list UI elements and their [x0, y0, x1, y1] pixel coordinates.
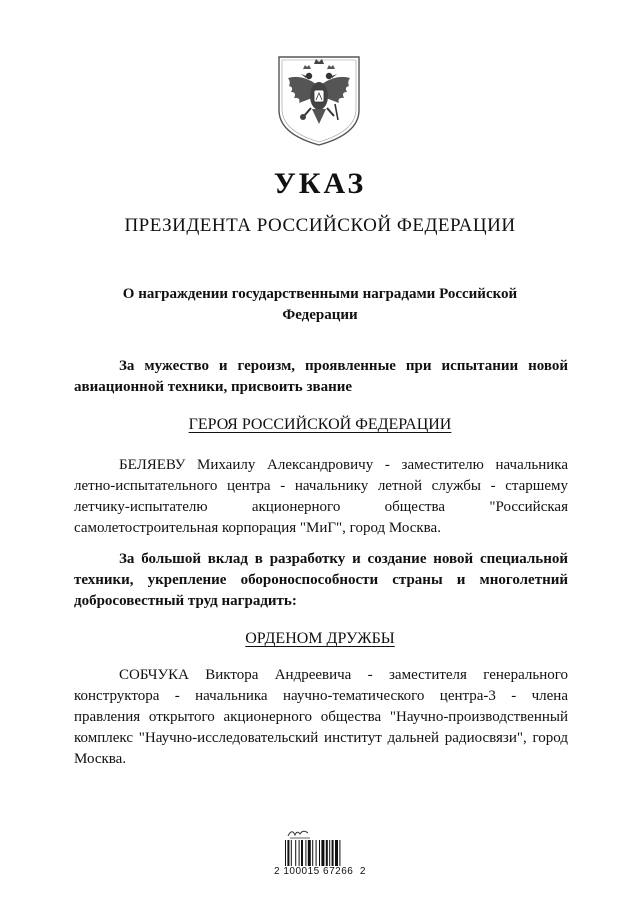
decree-subject: О награждении государственными наградами Российской Федерации	[122, 286, 518, 323]
friendship-recipient: СОБЧУКА Виктора Андреевича - заместителя генерального конструктора - начальника научно-тематического центра-3 - члена правления открытого акционерного общества "Научно-производственный комплекс "Научно-исследовательский институт дальней радиосвязи", город Москва.	[74, 667, 568, 767]
signature-mark-icon	[286, 826, 312, 840]
barcode-icon	[284, 840, 356, 868]
hero-preamble: За мужество и героизм, проявленные при испытании новой авиационной техники, присвоить звание	[74, 358, 568, 395]
decree-title: УКАЗ	[273, 167, 367, 200]
russian-eagle-emblem-icon	[276, 54, 362, 148]
friendship-award-title: ОРДЕНОМ ДРУЖБЫ	[245, 630, 395, 647]
hero-recipient: БЕЛЯЕВУ Михаилу Александровичу - заместителю начальника летно-испытательного центра - начальнику летной службы - старшему летчику-испытателю акционерного общества "Российская самолетостроительная корпорация "МиГ", город Москва.	[74, 457, 568, 536]
friendship-preamble: За большой вклад в разработку и создание новой специальной техники, укрепление обороноспособности страны и многолетний добросовестный труд наградить:	[74, 551, 568, 609]
hero-award-title: ГЕРОЯ РОССИЙСКОЙ ФЕДЕРАЦИИ	[188, 416, 452, 433]
decree-subtitle: ПРЕЗИДЕНТА РОССИЙСКОЙ ФЕДЕРАЦИИ	[124, 215, 516, 236]
barcode-number: 2 100015 67266 2	[274, 866, 366, 877]
